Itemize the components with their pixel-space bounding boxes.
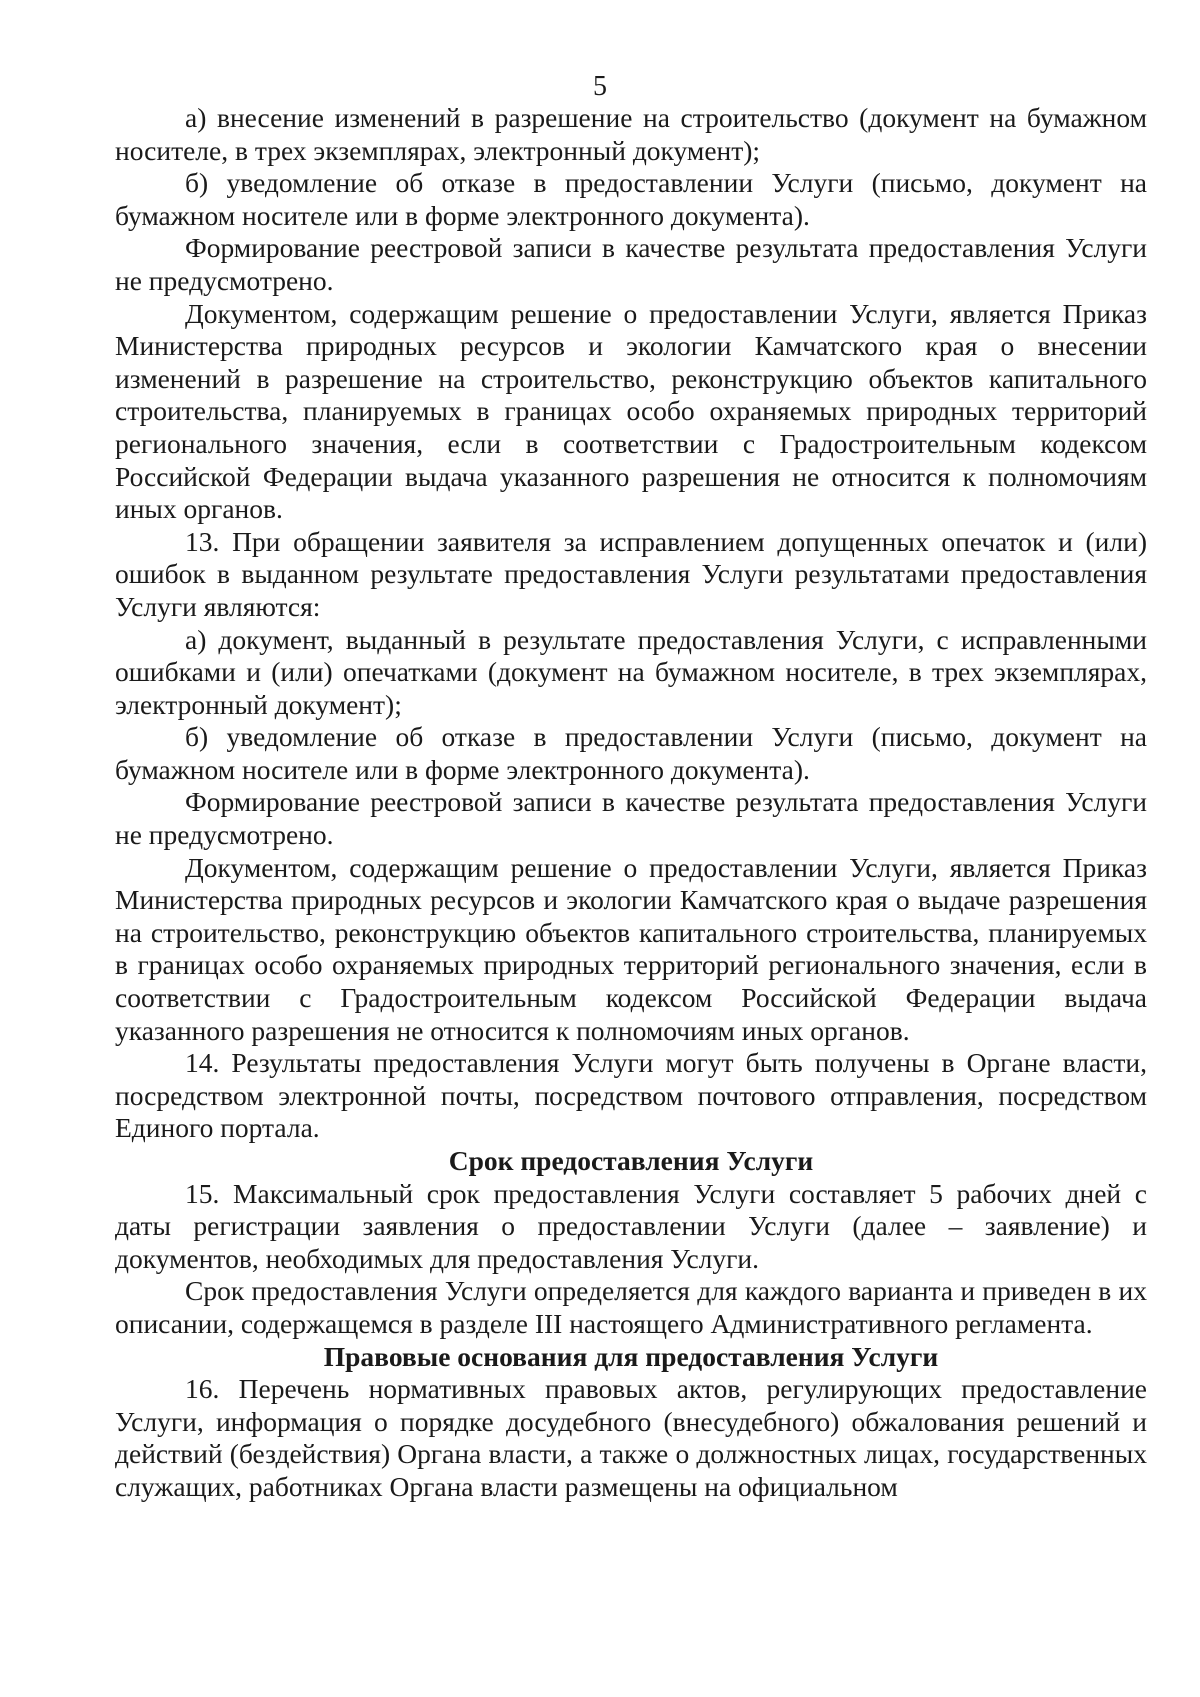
paragraph-registry-record-2: Формирование реестровой записи в качестве результата предоставления Услуги не предусмотрено. bbox=[115, 786, 1147, 851]
paragraph-item-16: 16. Перечень нормативных правовых актов, регулирующих предоставление Услуги, информация о порядке досудебного (внесудебного) обжалования решений и действий (бездействия) Органа власти, а также о должностных лицах, государственных служащих, работниках Органа власти размещены на официальном bbox=[115, 1373, 1147, 1502]
paragraph-item-13-b: б) уведомление об отказе в предоставлении Услуги (письмо, документ на бумажном носителе или в форме электронного документа). bbox=[115, 721, 1147, 785]
paragraph-result-a-changes: а) внесение изменений в разрешение на строительство (документ на бумажном носителе, в трех экземплярах, электронный документ); bbox=[115, 102, 1147, 166]
paragraph-item-15: 15. Максимальный срок предоставления Услуги составляет 5 рабочих дней с даты регистрации заявления о предоставлении Услуги (далее – заявление) и документов, необходимых для предоставления Услуги. bbox=[115, 1177, 1147, 1274]
paragraph-term-variant: Срок предоставления Услуги определяется для каждого варианта и приведен в их описании, содержащемся в разделе III настоящего Административного регламента. bbox=[115, 1275, 1147, 1339]
paragraph-decision-document-2: Документом, содержащим решение о предоставлении Услуги, является Приказ Министерства природных ресурсов и экологии Камчатского края о выдаче разрешения на строительство, реконструкцию объектов капитального строительства, планируемых в границах особо охраняемых природных территорий регионального значения, если в соответствии с Градостроительным кодексом Российской Федерации выдача указанного разрешения не относится к полномочиям иных органов. bbox=[115, 851, 1147, 1046]
document-body bbox=[115, 102, 1147, 1504]
paragraph-result-b-refusal: б) уведомление об отказе в предоставлении Услуги (письмо, документ на бумажном носителе или в форме электронного документа). bbox=[115, 167, 1147, 231]
paragraph-decision-document: Документом, содержащим решение о предоставлении Услуги, является Приказ Министерства природных ресурсов и экологии Камчатского края о внесении изменений в разрешение на строительство, реконструкцию объектов капитального строительства, планируемых в границах особо охраняемых природных территорий регионального значения, если в соответствии с Градостроительным кодексом Российской Федерации выдача указанного разрешения не относится к полномочиям иных органов. bbox=[115, 297, 1147, 525]
paragraph-item-14: 14. Результаты предоставления Услуги могут быть получены в Органе власти, посредством электронной почты, посредством почтового отправления, посредством Единого портала. bbox=[115, 1047, 1147, 1144]
paragraph-registry-record: Формирование реестровой записи в качестве результата предоставления Услуги не предусмотрено. bbox=[115, 232, 1147, 296]
section-heading-legal-basis: Правовые основания для предоставления Услуги bbox=[323, 1340, 939, 1372]
page-number: 5 bbox=[593, 71, 607, 102]
paragraph-item-13-a: а) документ, выданный в результате предоставления Услуги, с исправленными ошибками и (или) опечатками (документ на бумажном носителе, в трех экземплярах, электронный документ); bbox=[115, 623, 1147, 720]
paragraph-item-13: 13. При обращении заявителя за исправлением допущенных опечаток и (или) ошибок в выданном результате предоставления Услуги результатами предоставления Услуги являются: bbox=[115, 525, 1147, 622]
section-heading-term: Срок предоставления Услуги bbox=[448, 1145, 814, 1176]
